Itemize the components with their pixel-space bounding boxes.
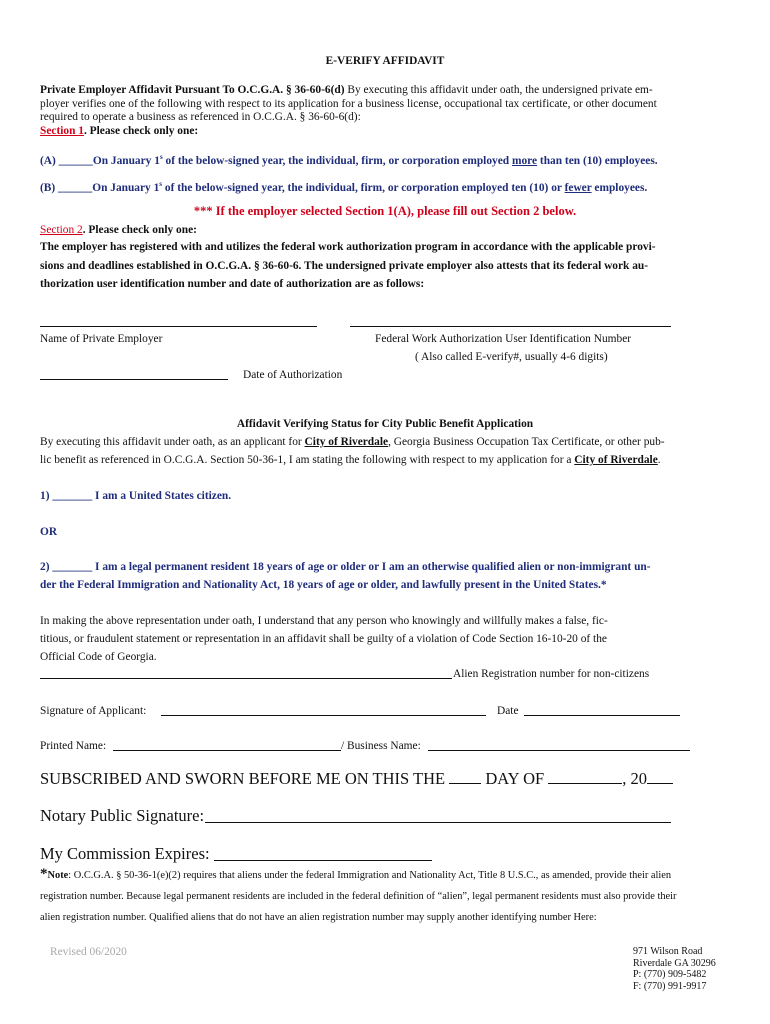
sworn-text-b: DAY OF [481, 769, 549, 788]
affidavit-2-line-1-a: By executing this affidavit under oath, as an applicant for [40, 436, 305, 448]
revised-date: Revised 06/2020 [50, 946, 127, 958]
affidavit-2-line-2-b: . [657, 454, 661, 466]
option-b-text-2: employees. [591, 181, 648, 194]
fwa-id-label: Federal Work Authorization User Identification Number [375, 333, 632, 345]
section-1-heading [40, 124, 198, 138]
option-a-sup: s [159, 153, 163, 161]
printed-name-line[interactable] [113, 750, 341, 751]
declaration-line-1: In making the above representation under oath, I understand that any person who knowingly and willfully makes a false, fic- [40, 615, 608, 627]
fwa-id-line[interactable] [350, 326, 671, 327]
intro-line-3: required to operate a business as referenced in O.C.G.A. § 36-60-6(d): [40, 111, 361, 123]
sworn-text-a: SUBSCRIBED AND SWORN BEFORE ME ON THIS THE [40, 769, 450, 788]
declaration-line-2: titious, or fraudulent statement or representation in an affidavit shall be guilty of a violation of Code Section 16-10-20 of the [40, 633, 607, 645]
option-b-text-1: of the below-signed year, the individual, firm, or corporation employed ten (10) or [162, 181, 565, 194]
intro-line-1 [40, 83, 653, 97]
note-line-2: registration number. Because legal permanent residents are included in the federal definition of “alien”, legal permanent residents must also provide their [40, 891, 677, 902]
business-name-line[interactable] [428, 750, 690, 751]
option-b[interactable] [40, 177, 647, 195]
affidavit-2-line-2 [40, 453, 661, 467]
option-a[interactable] [40, 150, 658, 168]
option-b-emphasis: fewer [564, 181, 592, 194]
sworn-year-line[interactable] [647, 782, 673, 784]
address-fax: F: (770) 991-9917 [633, 981, 707, 992]
city-name-2: City of Riverdale [574, 454, 658, 466]
date-label: Date [497, 705, 519, 717]
business-name-label: / Business Name: [341, 740, 421, 752]
intro-line-1-rest: By executing this affidavit under oath, the undersigned private em- [344, 84, 653, 96]
section-2-label: Section 2 [40, 224, 83, 236]
affidavit-2-title: Affidavit Verifying Status for City Public Benefit Application [236, 418, 534, 430]
note-line-1 [40, 864, 671, 886]
alien-registration-label: Alien Registration number for non-citizens [453, 668, 650, 680]
sworn-statement [40, 769, 673, 789]
address-phone: P: (770) 909-5482 [633, 969, 707, 980]
page-title: E-VERIFY AFFIDAVIT [325, 55, 445, 67]
section-2-heading [40, 223, 197, 237]
choice-1-us-citizen[interactable]: 1) _______ I am a United States citizen. [40, 490, 232, 502]
signature-label: Signature of Applicant: [40, 705, 147, 717]
section-1a-notice: *** If the employer selected Section 1(A), please fill out Section 2 below. [193, 204, 577, 218]
option-a-emphasis: more [511, 154, 538, 167]
note-line-3: alien registration number. Qualified aliens that do not have an alien registration number may supply another identifying number Here: [40, 912, 597, 923]
commission-expires-line[interactable] [214, 860, 432, 861]
or-separator: OR [40, 526, 58, 538]
intro-bold-lead: Private Employer Affidavit Pursuant To O.C.G.A. § 36-60-6(d) [40, 84, 345, 96]
note-label: Note [47, 870, 69, 881]
sworn-day-line[interactable] [449, 782, 481, 784]
commission-expires-label: My Commission Expires: [40, 844, 210, 863]
choice-2-line-2: der the Federal Immigration and Nationality Act, 18 years of age or older, and lawfully present in the United States.* [40, 579, 607, 591]
alien-registration-line[interactable] [40, 678, 452, 679]
section-1-instruction: . Please check only one: [83, 125, 199, 137]
employer-name-label: Name of Private Employer [40, 333, 163, 345]
date-of-authorization-label: Date of Authorization [243, 369, 343, 381]
sworn-text-c: , 20 [622, 769, 648, 788]
section-2-instruction: . Please check only one: [82, 224, 197, 236]
note-star: * [40, 866, 48, 882]
address-city: Riverdale GA 30296 [633, 958, 716, 969]
declaration-line-3: Official Code of Georgia. [40, 651, 157, 663]
affidavit-2-line-1 [40, 435, 665, 449]
address-street: 971 Wilson Road [633, 946, 703, 957]
choice-2-line-1[interactable]: 2) _______ I am a legal permanent resident 18 years of age or older or I am an otherwise qualified alien or non-immigrant un- [40, 561, 651, 573]
affidavit-2-line-1-b: , Georgia Business Occupation Tax Certificate, or other pub- [388, 436, 665, 448]
notary-signature-label: Notary Public Signature: [40, 806, 205, 825]
signature-line[interactable] [161, 715, 486, 716]
section-2-line-1: The employer has registered with and utilizes the federal work authorization program in accordance with the applicable provi- [40, 241, 656, 253]
note-text-1: : O.C.G.A. § 50-36-1(e)(2) requires that aliens under the federal Immigration and Nationality Act, Title 8 U.S.C., as amended, provide their alien [68, 870, 672, 881]
employer-name-line[interactable] [40, 326, 317, 327]
date-of-authorization-line[interactable] [40, 379, 228, 380]
option-a-text-1: of the below-signed year, the individual, firm, or corporation employed [162, 154, 512, 167]
affidavit-2-line-2-a: lic benefit as referenced in O.C.G.A. Section 50-36-1, I am stating the following with respect to my application for a [40, 454, 575, 466]
intro-line-2: ployer verifies one of the following with respect to its application for a business license, occupational tax certificate, or other document [40, 98, 657, 110]
section-1-label: Section 1 [40, 125, 84, 137]
option-a-prefix: (A) ______On January 1 [40, 154, 160, 167]
section-2-line-2: sions and deadlines established in O.C.G.A. § 36-60-6. The undersigned private employer also attests that its federal work au- [40, 260, 649, 272]
option-b-prefix: (B) ______On January 1 [40, 181, 160, 194]
fwa-id-note: ( Also called E-verify#, usually 4-6 digits) [415, 351, 608, 363]
date-line[interactable] [524, 715, 680, 716]
option-b-sup: s [159, 180, 163, 188]
city-name-1: City of Riverdale [304, 436, 389, 448]
sworn-month-line[interactable] [548, 782, 622, 784]
section-2-line-3: thorization user identification number and date of authorization are as follows: [40, 278, 425, 290]
option-a-text-2: than ten (10) employees. [537, 154, 658, 167]
notary-signature-line[interactable] [205, 822, 671, 823]
printed-name-label: Printed Name: [40, 740, 107, 752]
